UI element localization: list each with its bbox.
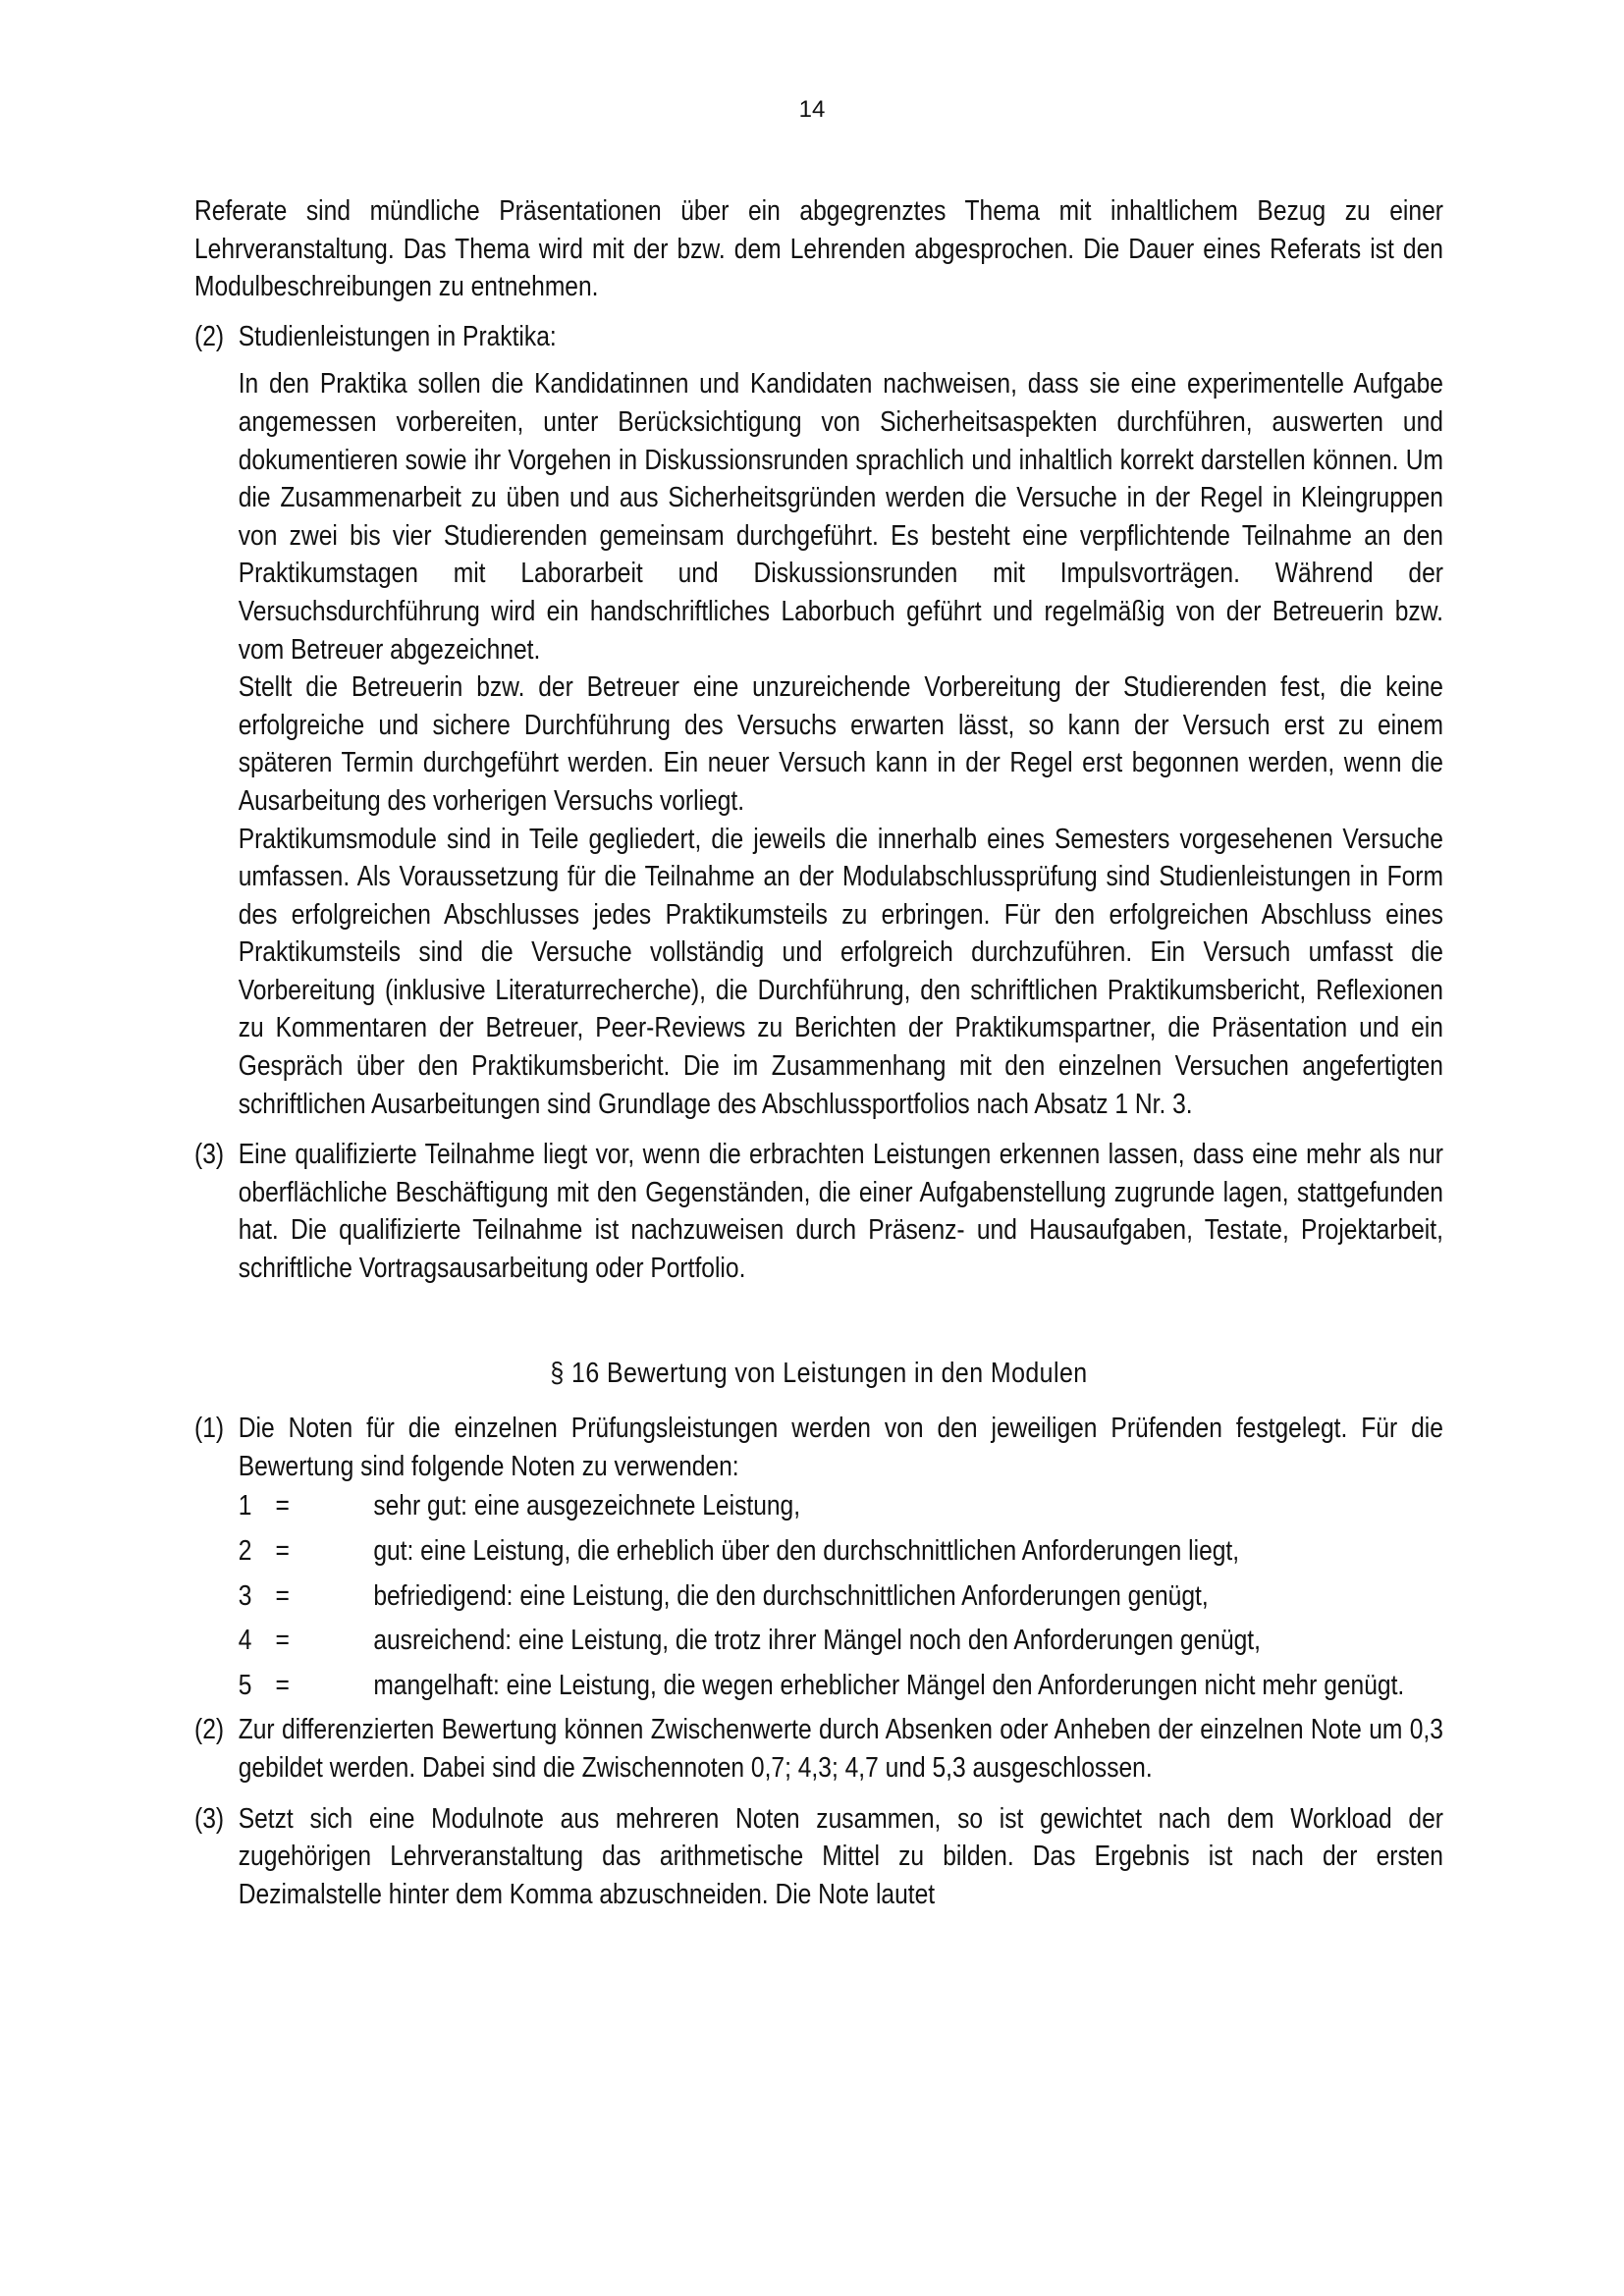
- grade-description: gut: eine Leistung, die erheblich über den durchschnittlichen Anforderungen liegt,: [373, 1535, 1240, 1567]
- grade-row: [239, 1577, 1443, 1616]
- clause-1-noten: [194, 1410, 1443, 1704]
- clause-number: (1): [194, 1413, 225, 1445]
- clause-2-zwischenwerte: [194, 1711, 1443, 1787]
- grade-equals: =: [275, 1490, 290, 1522]
- grade-equals: =: [275, 1579, 290, 1612]
- grade-row: [239, 1667, 1443, 1705]
- grade-description: sehr gut: eine ausgezeichnete Leistung,: [373, 1490, 801, 1522]
- grade-row: [239, 1532, 1443, 1571]
- clause-3-modulnote: [194, 1800, 1443, 1914]
- grade-description: ausreichend: eine Leistung, die trotz ihrer Mängel noch den Anforderungen genügt,: [373, 1625, 1261, 1657]
- clause-text: Setzt sich eine Modulnote aus mehreren Noten zusammen, so ist gewichtet nach dem Workload der zugehörigen Lehrveranstaltung das arithmetische Mittel zu bilden. Das Ergebnis ist nach der ersten Dezimalstelle hinter dem Komma abzuschneiden. Die Note lautet: [238, 1802, 1443, 1910]
- clause-number: (2): [194, 1714, 225, 1746]
- page-content: [194, 192, 1443, 1913]
- referate-paragraph: Referate sind mündliche Präsentationen über ein abgegrenztes Thema mit inhaltlichem Bezug zu einer Lehrveranstaltung. Das Thema wird mit der bzw. dem Lehrenden abgesprochen. Die Dauer eines Referats ist den Modulbeschreibungen zu entnehmen.: [194, 195, 1443, 303]
- clause-3-qualifizierte-teilnahme: [194, 1136, 1443, 1287]
- clause-title: Studienleistungen in Praktika:: [238, 320, 557, 352]
- clause-text: Die Noten für die einzelnen Prüfungsleistungen werden von den jeweiligen Prüfenden festgelegt. Für die Bewertung sind folgende Noten zu verwenden:: [238, 1413, 1443, 1482]
- clause-number: (2): [194, 320, 225, 352]
- praktika-body: [239, 365, 1443, 1123]
- grade-description: mangelhaft: eine Leistung, die wegen erheblicher Mängel den Anforderungen nicht mehr genügt.: [373, 1669, 1405, 1701]
- grade-row: [239, 1487, 1443, 1525]
- grade-list: [239, 1487, 1443, 1704]
- clause-number: (3): [194, 1802, 225, 1835]
- grade-number: 1: [238, 1490, 252, 1522]
- grade-row: [239, 1622, 1443, 1660]
- praktika-paragraph-2: Stellt die Betreuerin bzw. der Betreuer eine unzureichende Vorbereitung der Studierenden fest, die keine erfolgreiche und sichere Durchführung des Versuchs erwarten lässt, so kann der Versuch erst zu einem späteren Termin durchgeführt werden. Ein neuer Versuch kann in der Regel erst begonnen werden, wenn die Ausarbeitung des vorherigen Versuchs vorliegt.: [238, 671, 1443, 817]
- clause-2-praktika: [194, 318, 1443, 356]
- grade-equals: =: [275, 1669, 290, 1701]
- praktika-paragraph-3: Praktikumsmodule sind in Teile gegliedert, die jeweils die innerhalb eines Semesters vorgesehenen Versuche umfassen. Als Voraussetzung für die Teilnahme an der Modulabschlussprüfung sind Studienleistungen in Form des erfolgreichen Abschlusses jedes Praktikumsteils zu erbringen. Für den erfolgreichen Abschluss eines Praktikumsteils sind die Versuche vollständig und erfolgreich durchzuführen. Ein Versuch umfasst die Vorbereitung (inklusive Literaturrecherche), die Durchführung, den schriftlichen Praktikumsbericht, Reflexionen zu Kommentaren der Betreuer, Peer-Reviews zu Berichten der Praktikumspartner, die Präsentation und ein Gespräch über den Praktikumsbericht. Die im Zusammenhang mit den einzelnen Versuchen angefertigten schriftlichen Ausarbeitungen sind Grundlage des Abschlussportfolios nach Absatz 1 Nr. 3.: [238, 823, 1443, 1120]
- clause-number: (3): [194, 1139, 225, 1171]
- section-heading: § 16 Bewertung von Leistungen in den Modulen: [550, 1357, 1088, 1389]
- page-number: 14: [798, 96, 826, 123]
- grade-number: 2: [238, 1535, 252, 1567]
- grade-number: 4: [238, 1625, 252, 1657]
- grade-equals: =: [275, 1625, 290, 1657]
- clause-text: Eine qualifizierte Teilnahme liegt vor, wenn die erbrachten Leistungen erkennen lassen, dass eine mehr als nur oberflächliche Beschäftigung mit den Gegenständen, die einer Aufgabenstellung zugrunde lagen, stattgefunden hat. Die qualifizierte Teilnahme ist nachzuweisen durch Präsenz- und Hausaufgaben, Testate, Projektarbeit, schriftliche Vortragsausarbeitung oder Portfolio.: [238, 1139, 1443, 1285]
- grade-number: 5: [238, 1669, 252, 1701]
- grade-equals: =: [275, 1535, 290, 1567]
- praktika-paragraph-1: In den Praktika sollen die Kandidatinnen und Kandidaten nachweisen, dass sie eine experimentelle Aufgabe angemessen vorbereiten, unter Berücksichtigung von Sicherheitsaspekten durchführen, auswerten und dokumentieren sowie ihr Vorgehen in Diskussionsrunden sprachlich und inhaltlich korrekt darstellen können. Um die Zusammenarbeit zu üben und aus Sicherheitsgründen werden die Versuche in der Regel in Kleingruppen von zwei bis vier Studierenden gemeinsam durchgeführt. Es besteht eine verpflichtende Teilnahme an den Praktikumstagen mit Laborarbeit und Diskussionsrunden mit Impulsvorträgen. Während der Versuchsdurchführung wird ein handschriftliches Laborbuch geführt und regelmäßig von der Betreuerin bzw. vom Betreuer abgezeichnet.: [238, 368, 1443, 666]
- grade-description: befriedigend: eine Leistung, die den durchschnittlichen Anforderungen genügt,: [373, 1579, 1209, 1612]
- grade-number: 3: [238, 1579, 252, 1612]
- clause-text: Zur differenzierten Bewertung können Zwischenwerte durch Absenken oder Anheben der einzelnen Note um 0,3 gebildet werden. Dabei sind die Zwischennoten 0,7; 4,3; 4,7 und 5,3 ausgeschlossen.: [238, 1714, 1443, 1784]
